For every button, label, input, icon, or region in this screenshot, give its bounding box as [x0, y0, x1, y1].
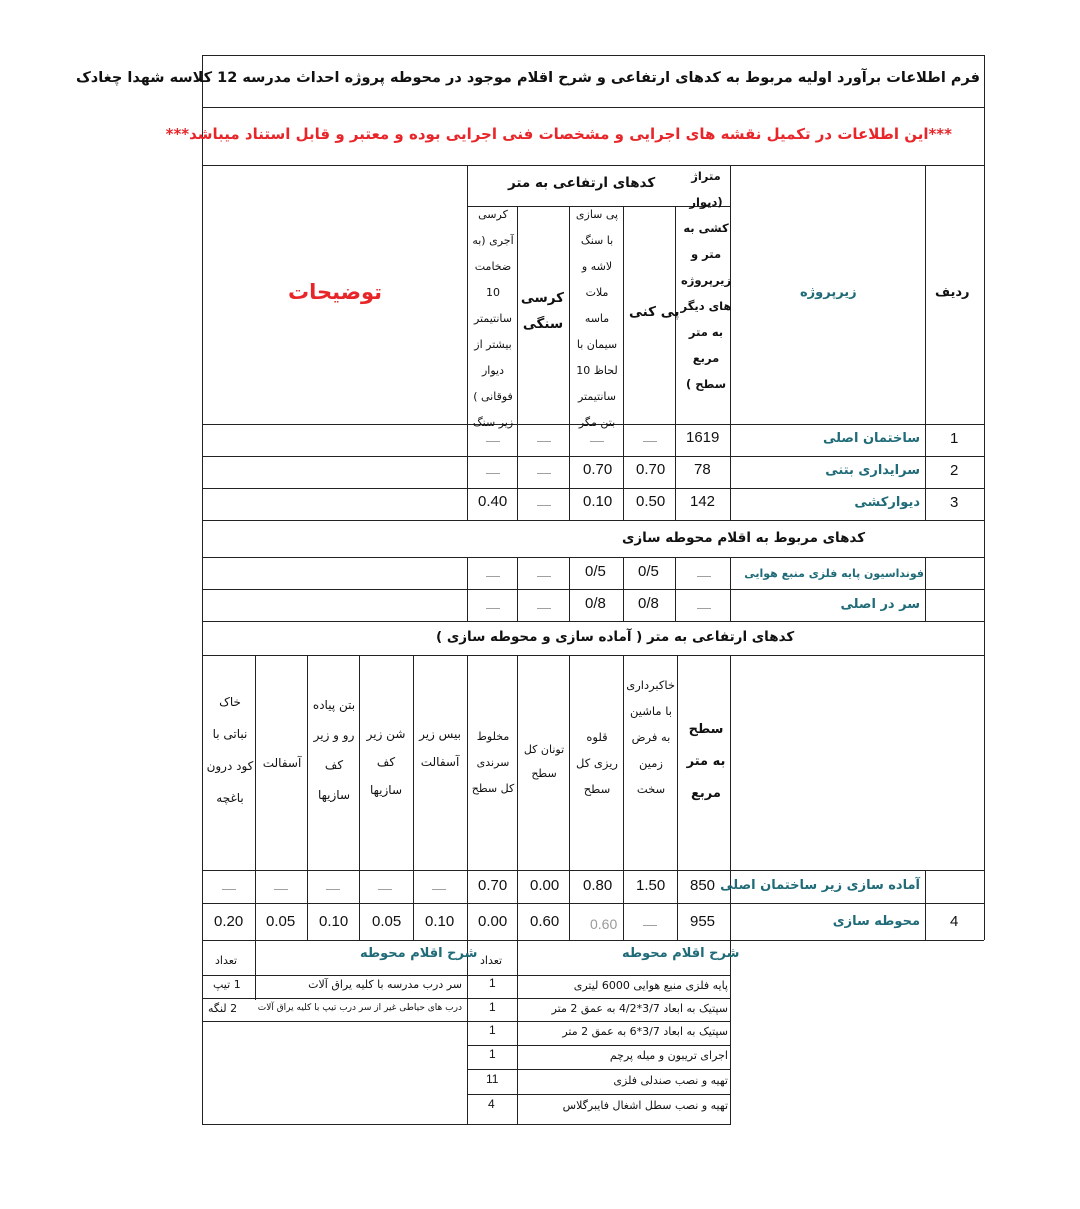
- row-beton: —: [326, 880, 340, 896]
- row-name: فونداسیون پایه فلزی منبع هوایی: [744, 567, 924, 580]
- header-korsi-ajori: کرسی آجری (به ضخامت 10 سانتیمتر بیشتر از دیوار فوقانی ) زیر سنگ: [472, 208, 514, 429]
- row-shen: 0.05: [372, 913, 402, 930]
- row-khak: —: [222, 880, 236, 896]
- row-korsi-sangi: —: [537, 599, 551, 615]
- row-asfalt: 0.05: [266, 913, 296, 930]
- list-item: سپتیک به ابعاد 3/7*6 به عمق 2 متر: [562, 1025, 728, 1038]
- items-header: شرح اقلام محوطه: [622, 946, 740, 961]
- row-korsi-ajori: —: [486, 599, 500, 615]
- row-korsi-ajori: 0.40: [478, 493, 508, 510]
- item-count: 1: [489, 976, 496, 990]
- row-bis: —: [432, 880, 446, 896]
- notice-text: ***این اطلاعات در تکمیل نقشه های اجرایی و مشخصات فنی اجرایی بوده و معتبر و قابل استناد میباشد***: [165, 125, 952, 143]
- row-number: 1: [950, 430, 959, 447]
- header-description: توضیحات: [288, 280, 383, 304]
- h3-shen: شن زیر کف سازیها: [366, 727, 406, 797]
- row-shen: —: [378, 880, 392, 896]
- header-korsi-sangi: کرسی سنگی: [520, 290, 564, 332]
- row-name: آماده سازی زیر ساختمان اصلی: [720, 878, 920, 893]
- item-count: 1: [489, 1023, 496, 1037]
- row-beton: 0.10: [319, 913, 349, 930]
- row-number: 3: [950, 494, 959, 511]
- row-gholveh: 0.80: [583, 877, 613, 894]
- row-pi-sazi: —: [590, 432, 604, 448]
- header-pi-kani: پی کنی: [629, 304, 680, 320]
- row-area: 142: [690, 493, 716, 510]
- row-name: سرایداری بتنی: [825, 463, 920, 478]
- row-pi-sazi: 0/5: [585, 563, 606, 580]
- row-number: 4: [950, 913, 959, 930]
- h3-beton: بتن پیاده رو و زیر کف سازیها: [312, 698, 356, 802]
- header-area: متراژ (دیوار کشی به متر و زیرپروژه های دیگر به متر مربع سطح ): [680, 169, 732, 391]
- row-khakbardari: —: [643, 916, 657, 932]
- list-item: تهیه و نصب صندلی فلزی: [613, 1074, 728, 1087]
- row-area: 1619: [686, 429, 720, 446]
- row-asfalt: —: [274, 880, 288, 896]
- row-number: 2: [950, 462, 959, 479]
- row-korsi-ajori: —: [486, 464, 500, 480]
- item-count: 1: [489, 1000, 496, 1014]
- list-item: تهیه و نصب سطل اشغال فایبرگلاس: [562, 1099, 728, 1112]
- item-count: 1 تیپ: [213, 978, 241, 991]
- row-makhlut: 0.70: [478, 877, 508, 894]
- row-tonan: 0.00: [530, 877, 560, 894]
- row-pi-kani: 0/5: [638, 563, 659, 580]
- list-item: سپتیک به ابعاد 3/7*4/2 به عمق 2 متر: [551, 1002, 728, 1015]
- row-name: دیوارکشی: [854, 495, 920, 510]
- row-pi-sazi: 0/8: [585, 595, 606, 612]
- item-count: 11: [486, 1072, 499, 1086]
- row-area: —: [697, 567, 711, 583]
- items-count-header: تعداد: [480, 954, 503, 967]
- item-count: 4: [488, 1097, 495, 1111]
- header-row-no: ردیف: [935, 285, 970, 300]
- list-item: پایه فلزی منبع هوایی 6000 لیتری: [573, 979, 728, 992]
- section-title-items: کدهای مربوط به اقلام محوطه سازی: [622, 530, 866, 546]
- row-name: ساختمان اصلی: [822, 431, 920, 446]
- h3-khak: خاک نباتی با کود درون باغچه: [206, 695, 254, 805]
- row-makhlut: 0.00: [478, 913, 508, 930]
- row-gholveh: 0.60: [590, 916, 618, 932]
- row-korsi-sangi: —: [537, 496, 551, 512]
- row-bis: 0.10: [425, 913, 455, 930]
- row-khak: 0.20: [214, 913, 244, 930]
- item-count: 1: [489, 1047, 496, 1061]
- row-area: —: [697, 599, 711, 615]
- h3-gholveh: قلوه ریزی کل سطح: [576, 730, 618, 796]
- header-subproject: زیرپروژه: [800, 285, 857, 300]
- form-title: فرم اطلاعات برآورد اولیه مربوط به کدهای ارتفاعی و شرح اقلام موجود در محوطه پروژه احداث مدرسه 12 کلاسه شهدا چغادک: [75, 70, 980, 86]
- row-korsi-sangi: —: [537, 567, 551, 583]
- h3-bis: بیس زیر آسفالت: [419, 727, 461, 769]
- header-elevation-group: کدهای ارتفاعی به متر: [508, 175, 656, 191]
- row-korsi-sangi: —: [537, 464, 551, 480]
- row-khakbardari: 1.50: [636, 877, 666, 894]
- row-area: 955: [690, 913, 716, 930]
- row-area: 850: [690, 877, 716, 894]
- row-pi-kani: —: [643, 432, 657, 448]
- row-name: محوطه سازی: [832, 914, 920, 929]
- h3-makhlut: مخلوط سرندی کل سطح: [471, 730, 515, 795]
- row-area: 78: [694, 461, 711, 478]
- row-korsi-ajori: —: [486, 567, 500, 583]
- list-item: اجرای تریبون و میله پرچم: [609, 1049, 728, 1062]
- row-pi-kani: 0/8: [638, 595, 659, 612]
- list-item: درب های حیاطی غیر از سر درب تیپ با کلیه یراق آلات: [257, 1003, 462, 1013]
- item-count: 2 لنگه: [208, 1002, 238, 1015]
- row-pi-sazi: 0.70: [583, 461, 613, 478]
- section-title-elevation: کدهای ارتفاعی به متر ( آماده سازی و محوطه سازی ): [436, 629, 795, 645]
- list-item: سر درب مدرسه با کلیه یراق آلات: [308, 978, 462, 991]
- header-pi-sazi: پی سازی با سنگ لاشه و ملات ماسه سیمان با لحاظ 10 سانتیمتر بتن مگر: [575, 208, 619, 429]
- h3-area: سطح به متر مربع: [686, 722, 726, 801]
- row-pi-kani: 0.70: [636, 461, 666, 478]
- row-korsi-ajori: —: [486, 432, 500, 448]
- h3-asfalt: آسفالت: [262, 756, 302, 770]
- h3-khakbardari: خاکبرداری با ماشین به فرض زمین سخت: [626, 678, 675, 796]
- h3-tonan: تونان کل سطح: [523, 743, 565, 780]
- items-header: شرح اقلام محوطه: [360, 946, 478, 961]
- row-pi-sazi: 0.10: [583, 493, 613, 510]
- items-count-header: تعداد: [215, 954, 238, 967]
- row-pi-kani: 0.50: [636, 493, 666, 510]
- row-tonan: 0.60: [530, 913, 560, 930]
- row-korsi-sangi: —: [537, 432, 551, 448]
- row-name: سر در اصلی: [840, 597, 920, 612]
